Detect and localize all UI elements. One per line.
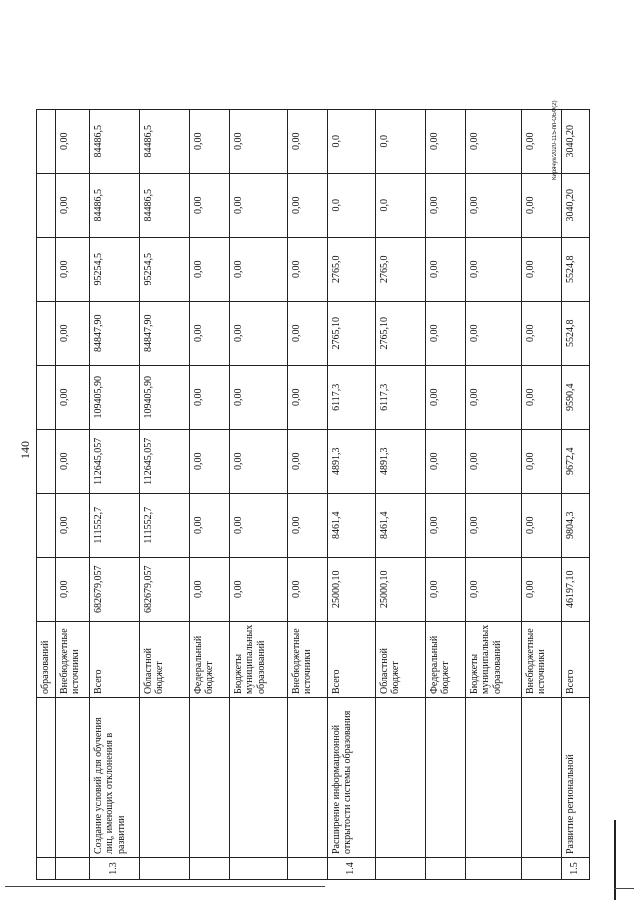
amount-cell [37, 301, 56, 365]
table-row [37, 109, 56, 879]
amount-cell: 0,00 [465, 173, 521, 237]
amount-cell: 2765,10 [327, 301, 375, 365]
amount-cell: 0,00 [465, 301, 521, 365]
amount-cell: 2765,10 [375, 301, 425, 365]
amount-cell: 6117,3 [375, 365, 425, 429]
amount-cell: 0,00 [55, 365, 89, 429]
funding-source: Федеральный бюджет [425, 621, 465, 697]
funding-source: Областной бюджет [139, 621, 189, 697]
amount-cell: 4891,3 [375, 429, 425, 493]
amount-cell: 0,00 [465, 493, 521, 557]
scan-edge-line [614, 888, 634, 889]
amount-cell: 0,0 [375, 173, 425, 237]
amount-cell [37, 173, 56, 237]
amount-cell: 682679,057 [139, 557, 189, 621]
amount-cell: 84486,5 [139, 173, 189, 237]
amount-cell: 5524,8 [561, 301, 589, 365]
amount-cell: 0,00 [189, 173, 229, 237]
table-row [465, 109, 521, 879]
row-number: 1.5 [561, 858, 589, 880]
amount-cell: 0,00 [425, 109, 465, 173]
amount-cell: 84847,90 [89, 301, 139, 365]
amount-cell: 2765,0 [375, 237, 425, 301]
funding-source: Областной бюджет [375, 621, 425, 697]
measure-name [139, 698, 189, 858]
amount-cell: 0,00 [287, 173, 327, 237]
table-row [55, 109, 89, 879]
measure-name: Создание условий для обучения лиц, имеющих отклонения в развитии [89, 698, 139, 858]
funding-source: Всего [89, 621, 139, 697]
amount-cell: 4891,3 [327, 429, 375, 493]
amount-cell: 0,00 [521, 173, 561, 237]
amount-cell: 0,00 [465, 365, 521, 429]
amount-cell: 0,00 [229, 301, 287, 365]
amount-cell: 9804,3 [561, 493, 589, 557]
measure-name [37, 698, 56, 858]
amount-cell: 95254,5 [139, 237, 189, 301]
measure-name: Расширение информационной открытости системы образования [327, 698, 375, 858]
funding-table [36, 109, 590, 880]
funding-source: Федеральный бюджет [189, 621, 229, 697]
table-row [375, 109, 425, 879]
amount-cell: 0,00 [425, 429, 465, 493]
amount-cell: 0,00 [521, 557, 561, 621]
amount-cell: 112645,057 [89, 429, 139, 493]
amount-cell [37, 109, 56, 173]
amount-cell: 109405,90 [139, 365, 189, 429]
amount-cell: 109405,90 [89, 365, 139, 429]
table-row [425, 109, 465, 879]
amount-cell: 0,00 [521, 237, 561, 301]
amount-cell: 84486,5 [89, 109, 139, 173]
table-row [189, 109, 229, 879]
row-number [189, 858, 229, 880]
row-number [375, 858, 425, 880]
amount-cell: 0,00 [521, 429, 561, 493]
amount-cell: 84486,5 [139, 109, 189, 173]
measure-name [521, 698, 561, 858]
funding-source: Внебюджетные источники [55, 621, 89, 697]
measure-name [229, 698, 287, 858]
amount-cell: 0,00 [189, 109, 229, 173]
amount-cell: 0,00 [425, 301, 465, 365]
amount-cell: 112645,057 [139, 429, 189, 493]
page-number: 140 [18, 441, 32, 459]
funding-source: образований [37, 621, 56, 697]
amount-cell: 0,00 [287, 493, 327, 557]
amount-cell: 25000,10 [375, 557, 425, 621]
amount-cell: 9590,4 [561, 365, 589, 429]
amount-cell: 0,0 [327, 109, 375, 173]
amount-cell: 0,00 [189, 493, 229, 557]
amount-cell: 0,0 [375, 109, 425, 173]
amount-cell: 0,00 [521, 365, 561, 429]
amount-cell: 0,00 [465, 429, 521, 493]
measure-name [189, 698, 229, 858]
row-number [465, 858, 521, 880]
funding-source: Бюджеты муниципальных образований [465, 621, 521, 697]
amount-cell: 5524,8 [561, 237, 589, 301]
amount-cell: 95254,5 [89, 237, 139, 301]
funding-source: Всего [561, 621, 589, 697]
amount-cell: 0,00 [229, 429, 287, 493]
amount-cell: 0,00 [55, 301, 89, 365]
amount-cell: 0,00 [521, 493, 561, 557]
amount-cell: 0,00 [189, 429, 229, 493]
table-row [521, 109, 561, 879]
amount-cell: 0,00 [55, 557, 89, 621]
amount-cell [37, 365, 56, 429]
measure-name [55, 698, 89, 858]
table-row [229, 109, 287, 879]
measure-name [425, 698, 465, 858]
amount-cell: 0,00 [229, 109, 287, 173]
amount-cell: 0,00 [521, 109, 561, 173]
amount-cell: 0,00 [425, 557, 465, 621]
amount-cell: 0,00 [287, 429, 327, 493]
table-row [89, 109, 139, 879]
amount-cell: 0,0 [327, 173, 375, 237]
row-number [425, 858, 465, 880]
amount-cell: 46197,10 [561, 557, 589, 621]
amount-cell: 0,00 [229, 173, 287, 237]
amount-cell: 3040,20 [561, 173, 589, 237]
amount-cell: 84847,90 [139, 301, 189, 365]
amount-cell: 0,00 [229, 493, 287, 557]
funding-source: Всего [327, 621, 375, 697]
amount-cell: 0,00 [465, 557, 521, 621]
amount-cell [37, 557, 56, 621]
amount-cell: 9672,4 [561, 429, 589, 493]
funding-source: Бюджеты муниципальных образований [229, 621, 287, 697]
amount-cell: 0,00 [465, 237, 521, 301]
amount-cell: 2765,0 [327, 237, 375, 301]
row-number [139, 858, 189, 880]
amount-cell: 111552,7 [139, 493, 189, 557]
amount-cell: 0,00 [425, 365, 465, 429]
amount-cell: 0,00 [521, 301, 561, 365]
amount-cell: 0,00 [189, 301, 229, 365]
amount-cell: 0,00 [189, 557, 229, 621]
amount-cell: 682679,057 [89, 557, 139, 621]
amount-cell: 84486,5 [89, 173, 139, 237]
amount-cell: 0,00 [189, 237, 229, 301]
amount-cell: 0,00 [55, 109, 89, 173]
table-row [139, 109, 189, 879]
row-number: 1.3 [89, 858, 139, 880]
amount-cell: 0,00 [287, 301, 327, 365]
measure-name [375, 698, 425, 858]
row-number [37, 858, 56, 880]
amount-cell: 0,00 [287, 237, 327, 301]
amount-cell: 3040,20 [561, 109, 589, 173]
amount-cell: 0,00 [55, 237, 89, 301]
row-number [521, 858, 561, 880]
amount-cell: 8461,4 [375, 493, 425, 557]
amount-cell: 0,00 [55, 173, 89, 237]
amount-cell: 0,00 [229, 557, 287, 621]
amount-cell: 0,00 [287, 557, 327, 621]
amount-cell: 0,00 [425, 237, 465, 301]
measure-name [287, 698, 327, 858]
amount-cell: 0,00 [287, 365, 327, 429]
funding-source: Внебюджетные источники [287, 621, 327, 697]
amount-cell [37, 493, 56, 557]
amount-cell: 0,00 [55, 429, 89, 493]
row-number [55, 858, 89, 880]
table-row [561, 109, 589, 879]
amount-cell: 6117,3 [327, 365, 375, 429]
amount-cell: 0,00 [287, 109, 327, 173]
amount-cell: 0,00 [229, 237, 287, 301]
amount-cell: 25000,10 [327, 557, 375, 621]
row-number: 1.4 [327, 858, 375, 880]
amount-cell: 111552,7 [89, 493, 139, 557]
amount-cell: 0,00 [425, 493, 465, 557]
amount-cell: 0,00 [55, 493, 89, 557]
row-number [287, 858, 327, 880]
measure-name: Развитие региональной [561, 698, 589, 858]
table-row [287, 109, 327, 879]
amount-cell [37, 237, 56, 301]
amount-cell [37, 429, 56, 493]
amount-cell: 0,00 [189, 365, 229, 429]
amount-cell: 8461,4 [327, 493, 375, 557]
amount-cell: 0,00 [229, 365, 287, 429]
table-row [327, 109, 375, 879]
scan-edge-line [5, 886, 325, 887]
amount-cell: 0,00 [425, 173, 465, 237]
row-number [229, 858, 287, 880]
funding-source: Внебюджетные источники [521, 621, 561, 697]
document-code: Кирячук/2020-115-пп-ОБФ(2) [552, 100, 558, 180]
measure-name [465, 698, 521, 858]
amount-cell: 0,00 [465, 109, 521, 173]
